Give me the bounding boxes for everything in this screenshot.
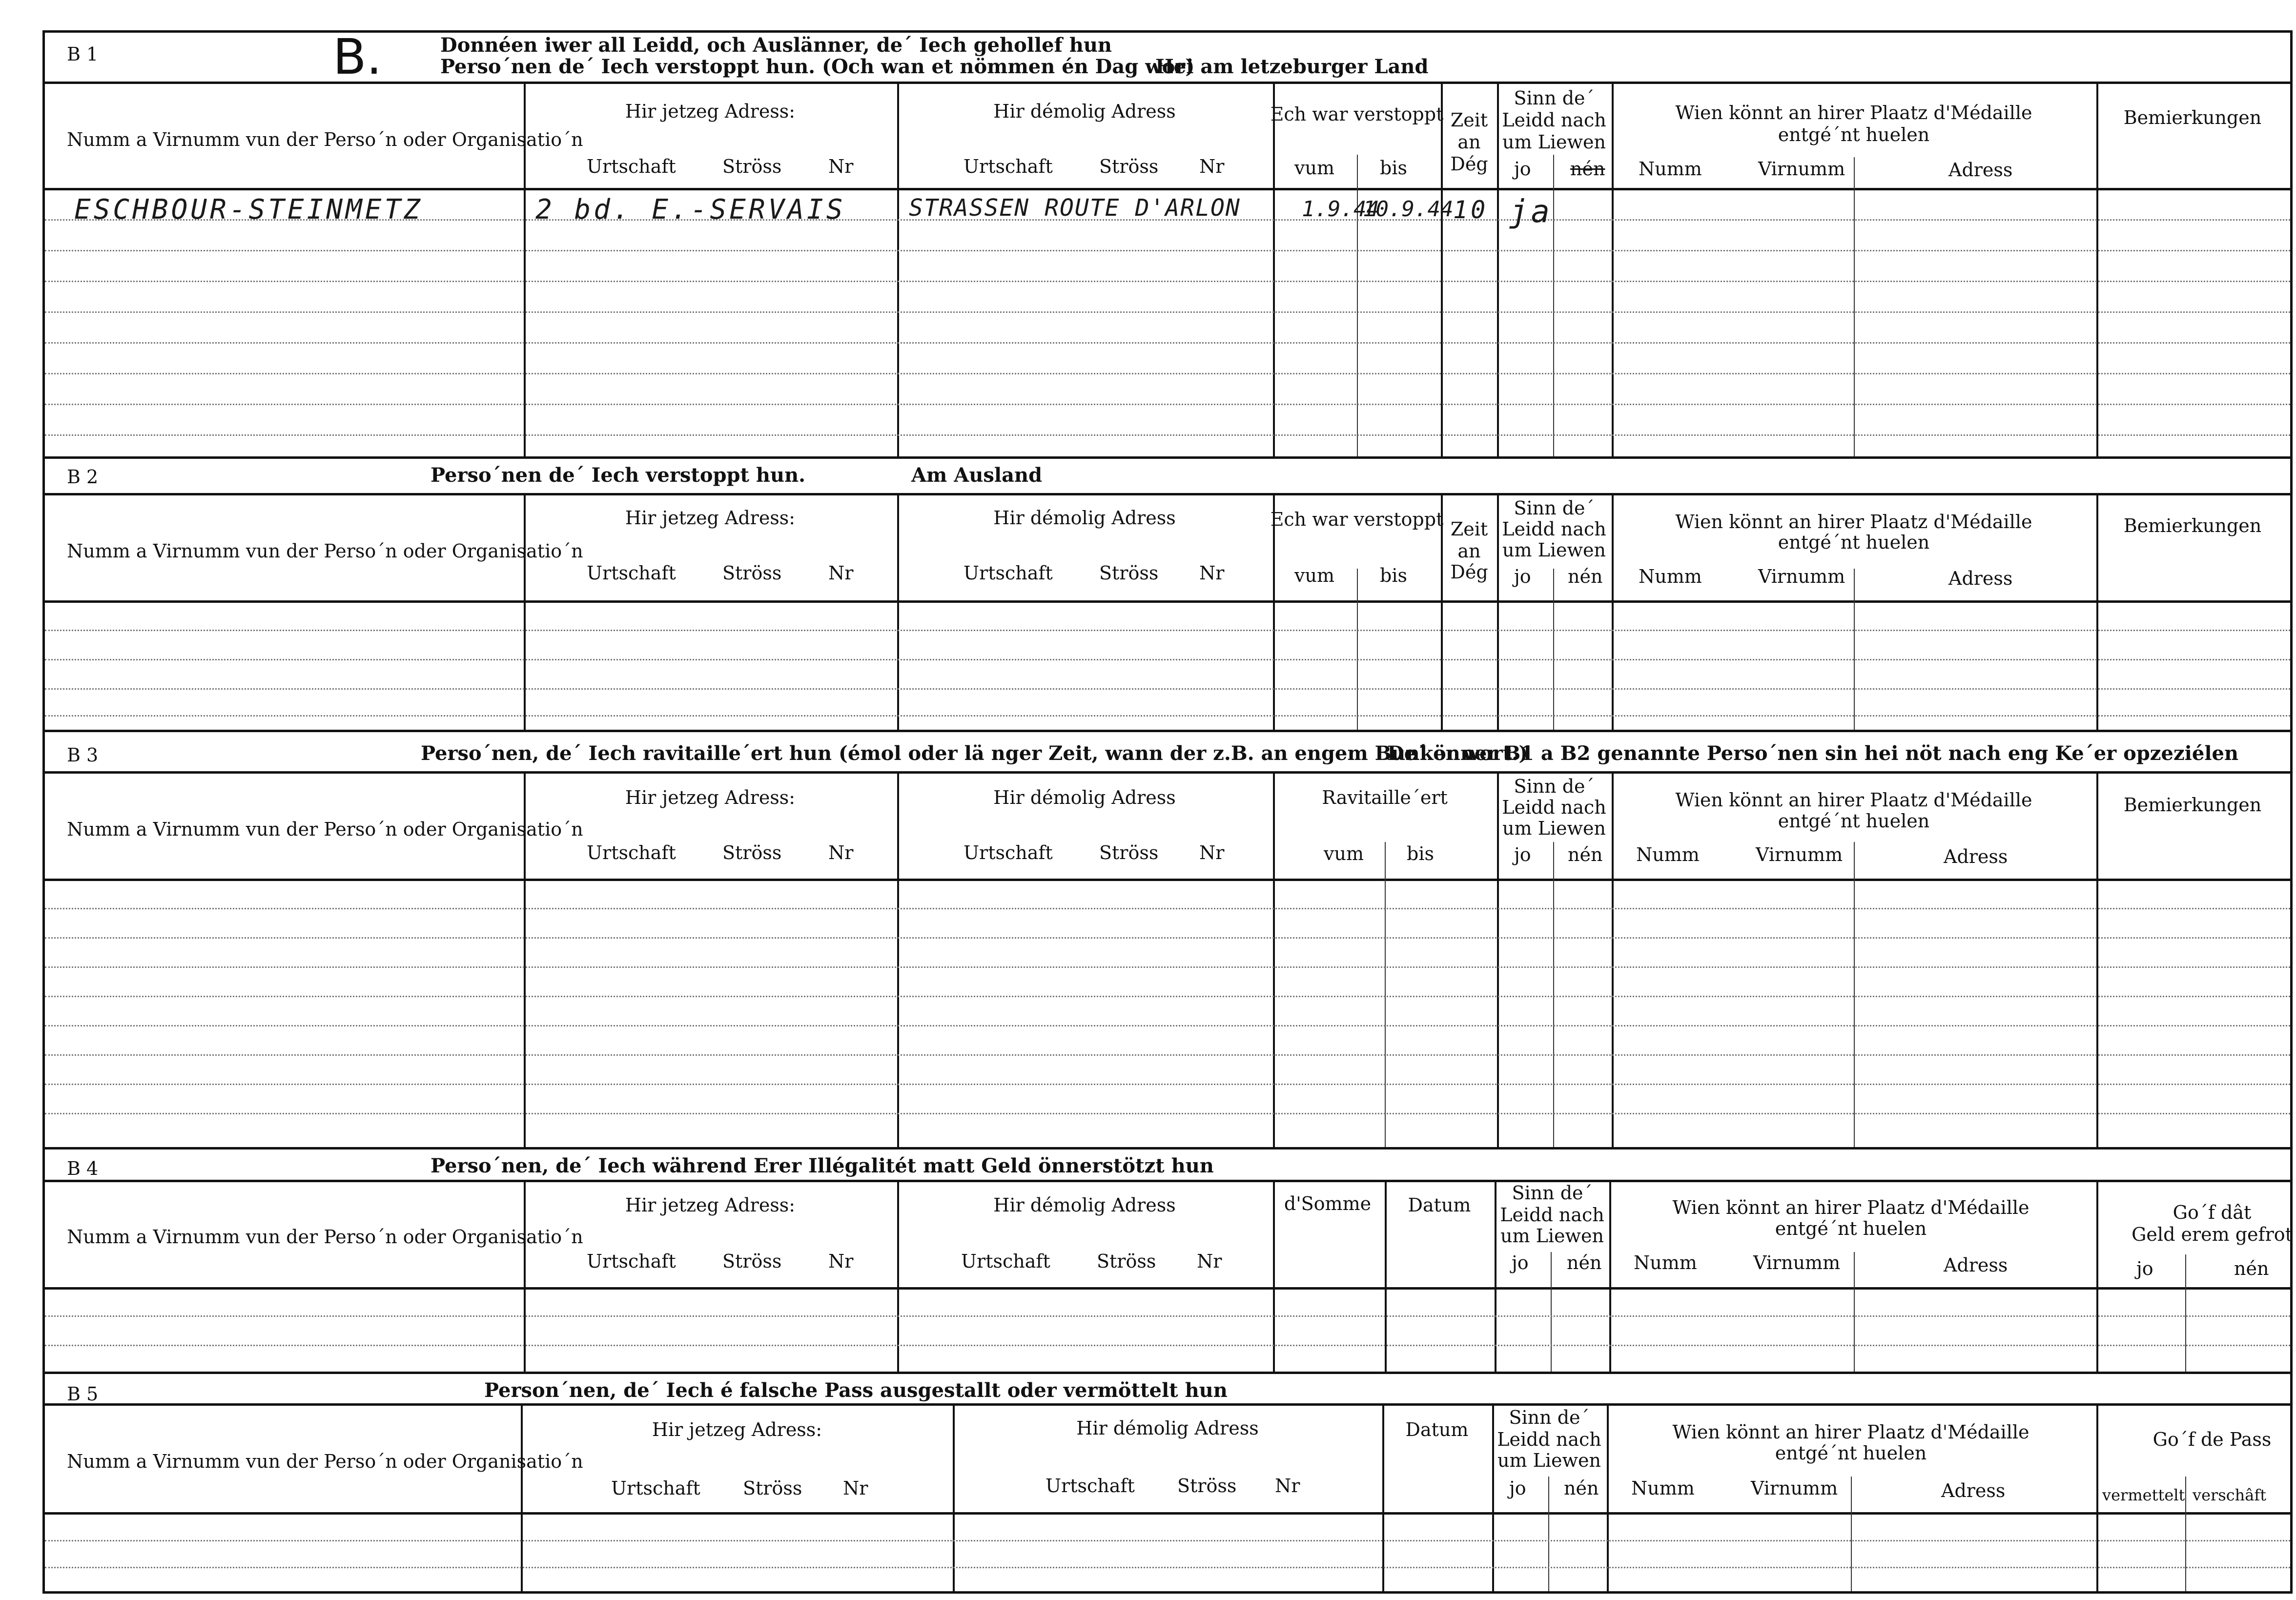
col-town: Urtschaft xyxy=(964,562,1053,584)
section-title: Perso´nen, de´ Iech während Erer Illégalitét matt Geld önnerstötzt hun xyxy=(430,1154,1214,1177)
col-no: nén xyxy=(1570,158,1605,180)
col-alive-1: Sinn de´ xyxy=(1514,776,1595,797)
col-nr: Nr xyxy=(828,562,854,584)
col-date: Datum xyxy=(1408,1194,1471,1216)
col-former-address: Hir démolig Adress xyxy=(993,101,1176,122)
col-date: Datum xyxy=(1405,1419,1469,1440)
col-medal-name: Numm xyxy=(1631,1477,1695,1499)
col-nr: Nr xyxy=(1199,156,1225,177)
section-code: B 1 xyxy=(67,43,99,65)
col-medal-2: entgé´nt huelen xyxy=(1778,532,1930,553)
col-medal-2: entgé´nt huelen xyxy=(1778,810,1930,832)
col-to: bis xyxy=(1380,157,1407,179)
col-town: Urtschaft xyxy=(587,1251,676,1272)
col-no: nén xyxy=(1564,1477,1599,1499)
col-alive-3: um Liewen xyxy=(1497,1450,1601,1471)
col-street: Ströss xyxy=(722,1251,782,1272)
col-from: vum xyxy=(1294,157,1334,179)
col-alive-3: um Liewen xyxy=(1502,131,1606,153)
col-street: Ströss xyxy=(1099,842,1159,863)
section-b2 xyxy=(42,459,2293,732)
col-medal-first: Virnumm xyxy=(1751,1477,1838,1499)
col-medal-2: entgé´nt huelen xyxy=(1775,1442,1927,1464)
section-b4 xyxy=(42,1149,2293,1374)
col-nr: Nr xyxy=(1199,842,1225,863)
col-given-1: Go´f dât xyxy=(2173,1202,2252,1223)
col-alive-2: Leidd nach xyxy=(1502,518,1606,540)
col-medal-name: Numm xyxy=(1636,844,1700,865)
col-medal-address: Adress xyxy=(1944,846,2008,867)
col-name-header: Numm a Virnumm vun der Perso´n oder Organisatio´n xyxy=(67,819,583,840)
entry-from: 1.9.44 xyxy=(1302,197,1379,222)
col-town: Urtschaft xyxy=(964,842,1053,863)
col-yes: jo xyxy=(1509,1477,1526,1499)
col-current-address: Hir jetzeg Adress: xyxy=(625,787,796,808)
section-b1 xyxy=(42,30,2293,459)
col-nr: Nr xyxy=(1275,1475,1300,1497)
col-alive-2: Leidd nach xyxy=(1497,1429,1601,1450)
col-alive-1: Sinn de´ xyxy=(1514,87,1595,109)
col-to: bis xyxy=(1407,843,1434,864)
col-town: Urtschaft xyxy=(611,1477,700,1499)
section-b5 xyxy=(42,1374,2293,1594)
col-given-2: Geld erem gefrot xyxy=(2132,1224,2293,1245)
section-subtitle: Perso´nen de´ Iech verstoppt hun. (Och wan et nömmen én Dag wor) xyxy=(440,55,1195,78)
col-street: Ströss xyxy=(1177,1475,1237,1497)
col-nr: Nr xyxy=(828,156,854,177)
col-remarks: Bemierkungen xyxy=(2123,794,2262,816)
section-code: B 2 xyxy=(67,466,99,488)
col-from: vum xyxy=(1294,565,1334,586)
section-title: Perso´nen, de´ Iech ravitaille´ert hun (émol oder lä nger Zeit, wann der z.B. an engem Bunker wort.) xyxy=(421,742,1528,765)
col-medal-address: Adress xyxy=(1941,1480,2006,1501)
col-alive-1: Sinn de´ xyxy=(1514,497,1595,519)
entry-days: 10 xyxy=(1453,196,1489,224)
col-former-address: Hir démolig Adress xyxy=(1076,1417,1259,1439)
section-title: Person´nen, de´ Iech é falsche Pass ausgestallt oder vermöttelt hun xyxy=(484,1379,1228,1402)
col-supplied: Ravitaille´ert xyxy=(1322,787,1448,808)
col-alive-3: um Liewen xyxy=(1500,1225,1604,1247)
col-nr: Nr xyxy=(843,1477,868,1499)
col-days-2: an xyxy=(1457,540,1481,562)
col-given-yes: jo xyxy=(2136,1258,2153,1279)
col-remarks: Bemierkungen xyxy=(2123,107,2262,128)
col-nr: Nr xyxy=(828,842,854,863)
col-no: nén xyxy=(1568,844,1603,865)
col-alive-3: um Liewen xyxy=(1502,818,1606,839)
col-given-no: nén xyxy=(2234,1258,2269,1279)
col-nr: Nr xyxy=(1197,1251,1222,1272)
col-medal-2: entgé´nt huelen xyxy=(1778,124,1930,145)
col-name-header: Numm a Virnumm vun der Perso´n oder Organisatio´n xyxy=(67,129,583,150)
section-b3 xyxy=(42,732,2293,1149)
col-days-3: Dég xyxy=(1450,153,1488,175)
col-medal-name: Numm xyxy=(1634,1252,1697,1273)
entry-to: 10.9.44 xyxy=(1363,197,1454,222)
col-former-address: Hir démolig Adress xyxy=(993,1194,1176,1216)
col-medal-2: entgé´nt huelen xyxy=(1775,1218,1927,1239)
section-location: Am Ausland xyxy=(911,464,1043,487)
col-nr: Nr xyxy=(1199,562,1225,584)
col-days-2: an xyxy=(1457,131,1481,153)
col-sum: d'Somme xyxy=(1284,1193,1372,1214)
col-yes: jo xyxy=(1514,844,1531,865)
col-hidden: Ech war verstoppt xyxy=(1270,103,1444,125)
section-letter: B. xyxy=(333,28,382,85)
col-alive-2: Leidd nach xyxy=(1502,109,1606,131)
col-yes: jo xyxy=(1514,566,1531,587)
col-from: vum xyxy=(1324,843,1364,864)
col-town: Urtschaft xyxy=(587,842,676,863)
col-medal-name: Numm xyxy=(1639,158,1702,180)
col-medal-name: Numm xyxy=(1639,566,1702,587)
col-current-address: Hir jetzeg Adress: xyxy=(625,101,796,122)
col-name-header: Numm a Virnumm vun der Perso´n oder Organisatio´n xyxy=(67,1451,583,1472)
col-medal-1: Wien könnt an hirer Plaatz d'Médaille xyxy=(1672,1197,2030,1218)
col-former-address: Hir démolig Adress xyxy=(993,507,1176,529)
col-yes: jo xyxy=(1514,158,1531,180)
col-street: Ströss xyxy=(1099,156,1159,177)
entry-name: ESCHBOUR-STEINMETZ xyxy=(74,194,423,226)
col-alive-1: Sinn de´ xyxy=(1509,1407,1590,1428)
section-title: Perso´nen de´ Iech verstoppt hun. xyxy=(430,464,806,487)
entry-former-address: STRASSEN ROUTE D'ARLON xyxy=(909,194,1241,222)
col-street: Ströss xyxy=(722,156,782,177)
col-procured: verschâft xyxy=(2193,1486,2267,1504)
section-code: B 3 xyxy=(67,744,99,766)
col-town: Urtschaft xyxy=(964,156,1053,177)
col-medal-1: Wien könnt an hirer Plaatz d'Médaille xyxy=(1675,511,2032,533)
col-current-address: Hir jetzeg Adress: xyxy=(625,507,796,529)
col-to: bis xyxy=(1380,565,1407,586)
col-hidden: Ech war verstoppt xyxy=(1270,509,1444,530)
col-alive-2: Leidd nach xyxy=(1500,1204,1604,1226)
section-location: Hei am letzeburger Land xyxy=(1155,55,1429,78)
section-note: De´ önner B1 a B2 genannte Perso´nen sin hei nöt nach eng Ke´er opzeziélen xyxy=(1387,742,2239,765)
col-town: Urtschaft xyxy=(587,156,676,177)
col-alive-1: Sinn de´ xyxy=(1512,1182,1593,1204)
col-days-1: Zeit xyxy=(1450,518,1488,540)
col-town: Urtschaft xyxy=(1046,1475,1135,1497)
col-medal-first: Virnumm xyxy=(1753,1252,1841,1273)
col-medal-1: Wien könnt an hirer Plaatz d'Médaille xyxy=(1675,102,2032,123)
col-no: nén xyxy=(1567,1252,1602,1273)
col-arranged: vermettelt xyxy=(2102,1486,2185,1504)
col-current-address: Hir jetzeg Adress: xyxy=(652,1419,822,1440)
col-name-header: Numm a Virnumm vun der Perso´n oder Organisatio´n xyxy=(67,540,583,562)
section-title: Donnéen iwer all Leidd, och Auslänner, de´ Iech gehollef hun xyxy=(440,34,1112,57)
col-medal-address: Adress xyxy=(1944,1254,2008,1276)
entry-current-address: 2 bd. E.-SERVAIS xyxy=(535,194,846,226)
col-no: nén xyxy=(1568,566,1603,587)
section-code: B 4 xyxy=(67,1158,99,1179)
col-medal-first: Virnumm xyxy=(1758,566,1845,587)
col-medal-1: Wien könnt an hirer Plaatz d'Médaille xyxy=(1672,1421,2030,1443)
col-street: Ströss xyxy=(1097,1251,1156,1272)
col-medal-first: Virnumm xyxy=(1758,158,1845,180)
col-yes: jo xyxy=(1512,1252,1529,1273)
col-alive-3: um Liewen xyxy=(1502,539,1606,561)
col-street: Ströss xyxy=(722,842,782,863)
entry-alive: ja xyxy=(1509,194,1553,230)
col-days-3: Dég xyxy=(1450,561,1488,583)
col-name-header: Numm a Virnumm vun der Perso´n oder Organisatio´n xyxy=(67,1226,583,1248)
col-town: Urtschaft xyxy=(961,1251,1050,1272)
col-street: Ströss xyxy=(1099,562,1159,584)
col-street: Ströss xyxy=(722,562,782,584)
col-street: Ströss xyxy=(743,1477,802,1499)
col-nr: Nr xyxy=(828,1251,854,1272)
col-former-address: Hir démolig Adress xyxy=(993,787,1176,808)
col-medal-1: Wien könnt an hirer Plaatz d'Médaille xyxy=(1675,789,2032,811)
col-current-address: Hir jetzeg Adress: xyxy=(625,1194,796,1216)
col-days-1: Zeit xyxy=(1450,109,1488,131)
col-town: Urtschaft xyxy=(587,562,676,584)
col-medal-address: Adress xyxy=(1948,159,2013,181)
col-alive-2: Leidd nach xyxy=(1502,797,1606,818)
section-code: B 5 xyxy=(67,1383,99,1405)
col-pass: Go´f de Pass xyxy=(2152,1429,2272,1450)
col-medal-address: Adress xyxy=(1948,568,2013,589)
col-medal-first: Virnumm xyxy=(1756,844,1843,865)
col-remarks: Bemierkungen xyxy=(2123,515,2262,536)
